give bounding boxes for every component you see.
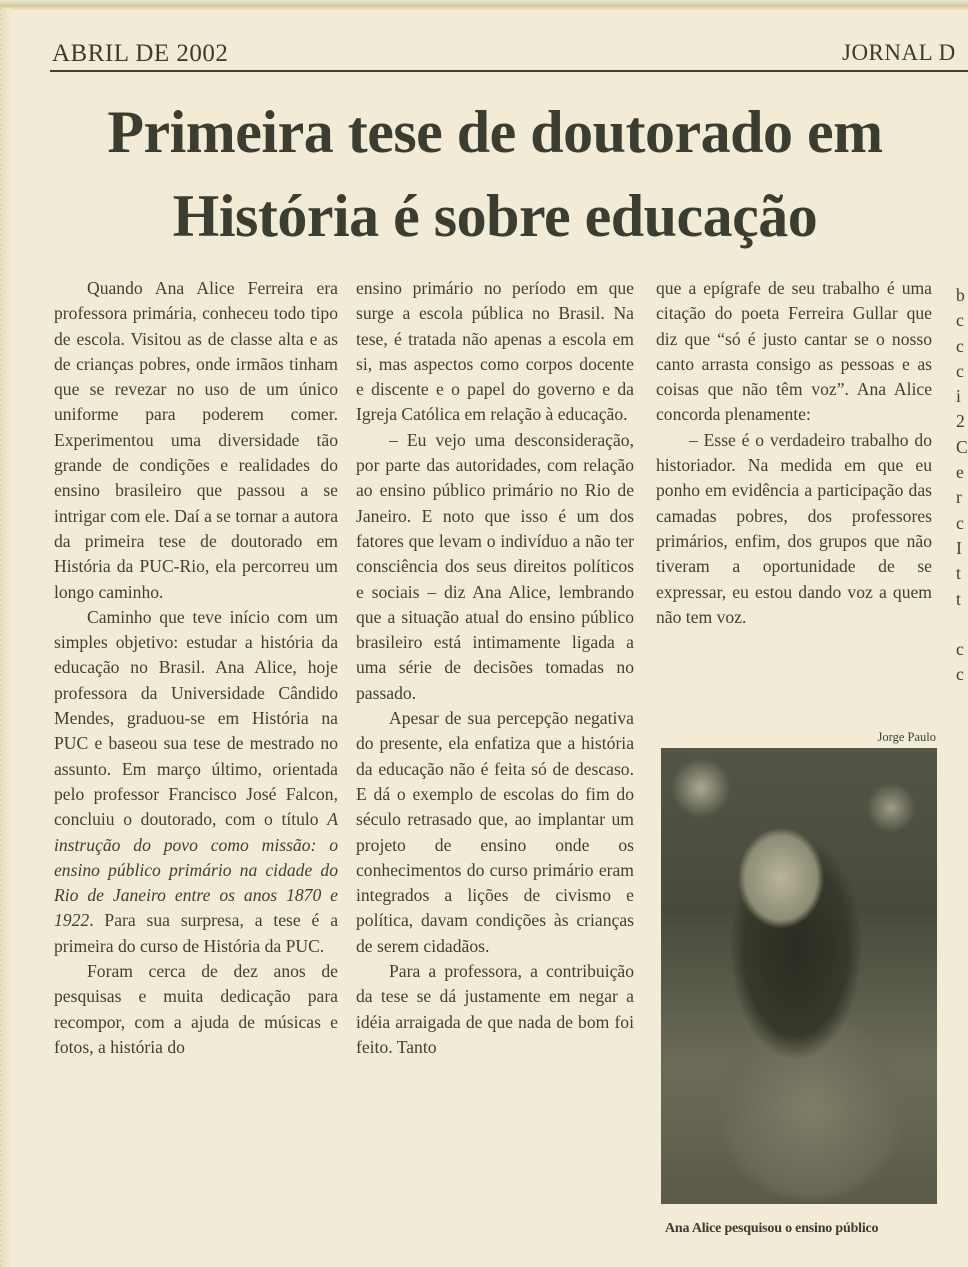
headline bbox=[30, 90, 960, 258]
edge-fragment: c bbox=[956, 512, 964, 533]
edge-fragment: c bbox=[956, 639, 964, 660]
paragraph: Para a professora, a contribuição da tese se dá justamente em negar a idéia arraigada de que nada de bom foi feito. Tanto bbox=[356, 961, 634, 1057]
header-rule bbox=[50, 70, 968, 72]
portrait-photo bbox=[661, 748, 937, 1204]
photo-credit: Jorge Paulo bbox=[877, 730, 936, 744]
photo-caption: Ana Alice pesquisou o ensino público bbox=[665, 1221, 879, 1236]
edge-fragment: I bbox=[956, 537, 962, 558]
edge-fragment: c bbox=[956, 360, 964, 381]
edge-fragment: b bbox=[956, 285, 965, 305]
paragraph: – Eu vejo uma desconsideração, por parte das autoridades, com relação ao ensino público primário no Rio de Janeiro. E noto que isso é um dos fatores que levam o indivíduo a não ter consciência dos seus direitos políticos e sociais – diz Ana Alice, lembrando que a situação atual do ensino público brasileiro está intimamente ligada a uma série de decisões tomadas no passado. bbox=[356, 429, 634, 703]
edge-fragment: 2 bbox=[956, 411, 965, 432]
paragraph: Foram cerca de dez anos de pesquisas e muita dedicação para recompor, com a ajuda de músicas e fotos, a história do bbox=[54, 961, 338, 1057]
edge-fragment: r bbox=[956, 487, 962, 508]
article-column-1 bbox=[54, 276, 338, 1060]
paragraph: que a epígrafe de seu trabalho é uma citação do poeta Ferreira Gullar que diz que “só é justo cantar se o nosso canto arrasta consigo as pessoas e as coisas que não têm voz”. Ana Alice concorda plenamente: bbox=[656, 278, 932, 425]
paper-left-edge bbox=[0, 8, 11, 1267]
edge-fragment: c bbox=[956, 335, 964, 356]
paragraph bbox=[54, 605, 338, 959]
edge-fragment: c bbox=[956, 310, 964, 331]
adjacent-column-fragment bbox=[956, 283, 968, 688]
headline-line-2: História é sobre educação bbox=[172, 183, 818, 249]
publication-name: JORNAL D bbox=[842, 40, 956, 65]
paragraph-text: . Para sua surpresa, a tese é a primeira do curso de História da PUC. bbox=[54, 910, 338, 956]
paragraph-text: Caminho que teve início com um simples objetivo: estudar a história da educação no Brasil. Ana Alice, hoje professora da Universidade Cândido Mendes, graduou-se em História na PUC e baseou sua tese de mestrado no assunto. Em março último, orientada pelo professor Francisco José Falcon, concluiu o doutorado, com o título bbox=[54, 606, 338, 830]
issue-date: ABRIL DE 2002 bbox=[52, 40, 229, 67]
paragraph: – Esse é o verdadeiro trabalho do historiador. Na medida em que eu ponho em evidência a participação das camadas pobres, dos professores primários, enfim, dos grupos que não tiveram a oportunidade de se expressar, eu estou dando voz a quem não tem voz. bbox=[656, 429, 932, 627]
paper-top-edge bbox=[0, 0, 968, 10]
edge-fragment: i bbox=[956, 386, 961, 407]
edge-fragment: e bbox=[956, 462, 964, 483]
paragraph: Apesar de sua percepção negativa do presente, ela enfatiza que a história da educação não é feita só de descaso. E dá o exemplo de escolas do fim do século retrasado que, ao implantar um projeto de ensino onde os conhecimentos do curso primário eram integrados a lições de civismo e política, davam condições às crianças de serem cidadãos. bbox=[356, 708, 634, 956]
article-column-3 bbox=[656, 276, 932, 630]
paragraph: Quando Ana Alice Ferreira era professora primária, conheceu todo tipo de escola. Visitou as de classe alta e as de crianças pobres, onde irmãos tinham que se revezar no uso de um único uniforme para poderem comer. Experimentou uma diversidade tão grande de condições e realidades do ensino brasileiro que passou a se intrigar com ele. Daí a se tornar a autora da primeira tese de doutorado em História da PUC-Rio, ela percorreu um longo caminho. bbox=[54, 278, 338, 602]
thesis-title: A instrução do povo como missão: o ensino público primário na cidade do Rio de Janeiro entre os anos 1870 e 1922 bbox=[54, 809, 338, 931]
edge-fragment: t bbox=[956, 588, 961, 609]
edge-fragment bbox=[956, 612, 968, 637]
article-column-2 bbox=[356, 276, 634, 1060]
headline-line-1: Primeira tese de doutorado em bbox=[107, 99, 883, 165]
edge-fragment: c bbox=[956, 664, 964, 685]
paragraph: ensino primário no período em que surge a escola pública no Brasil. Na tese, é tratada não apenas a escola em si, mas aspectos como corpos docente e discente e o papel do governo e da Igreja Católica em relação à educação. bbox=[356, 278, 634, 425]
edge-fragment: C bbox=[956, 436, 968, 457]
edge-fragment: t bbox=[956, 563, 961, 584]
